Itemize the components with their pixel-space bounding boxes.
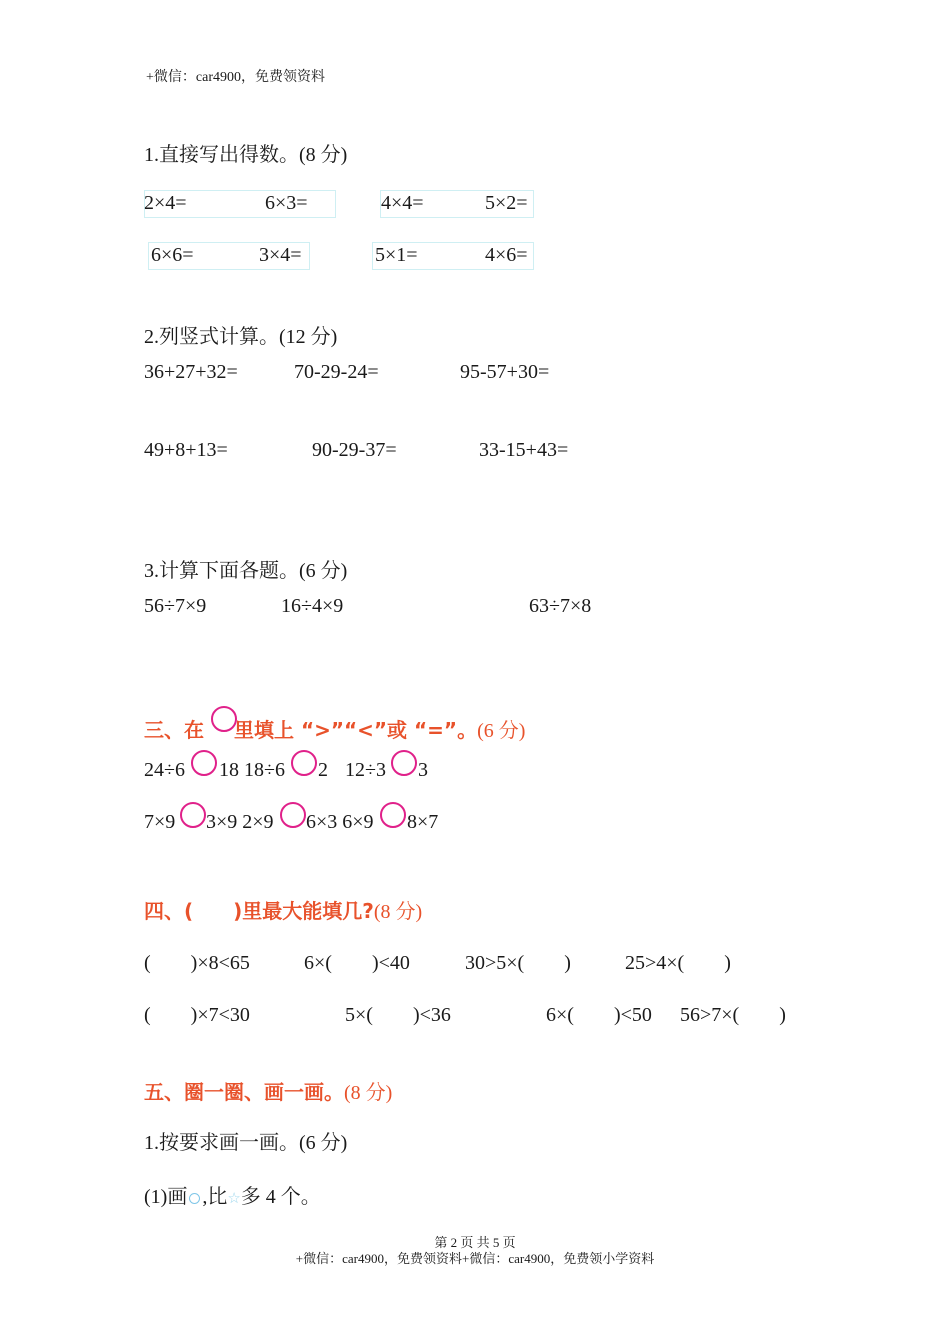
vertical-calc-item: 33-15+43= [479,439,569,461]
oral-calc-item: 5×1= [375,244,418,266]
question-3-title: 3.计算下面各题。(6 分) [144,560,348,582]
compare-item: 18 18÷6 [219,759,285,781]
compare-item: 3 [418,759,428,781]
fill-max-item: 6×( )<50 [546,1004,652,1026]
compare-item: 2 [318,759,328,781]
footer-watermark: +微信：car4900，免费领资料+微信：car4900，免费领小学资料 [295,1251,655,1266]
compare-item: 3×9 2×9 [206,811,274,833]
compare-circle-icon[interactable] [180,802,206,828]
header-watermark: +微信：car4900，免费领资料 [146,70,325,85]
vertical-calc-item: 95-57+30= [460,361,550,383]
page-number: 第 2 页 共 5 页 [434,1235,516,1250]
vertical-calc-item: 49+8+13= [144,439,228,461]
star-icon: ☆ [227,1191,241,1207]
oral-calc-item: 6×6= [151,244,194,266]
compare-circle-icon[interactable] [291,750,317,776]
question-1-title: 1.直接写出得数。(8 分) [144,144,348,166]
oral-calc-item: 4×6= [485,244,528,266]
section-4-title [144,895,422,924]
section-5-points: (8 分) [344,1082,393,1104]
draw-instruction [144,1180,321,1209]
compare-circle-icon[interactable] [280,802,306,828]
compare-circle-icon[interactable] [391,750,417,776]
section-3-title [144,714,525,743]
circle-icon [189,1193,200,1204]
fill-max-item: ( )×7<30 [144,1004,250,1026]
oral-calc-item: 6×3= [265,192,308,214]
section-5-sub-1-title: 1.按要求画一画。(6 分) [144,1132,348,1154]
oral-calc-item: 3×4= [259,244,302,266]
vertical-calc-item: 36+27+32= [144,361,238,383]
section-5-title [144,1076,392,1105]
compare-item: 7×9 [144,811,176,833]
section-5-title-text: 五、圈一圈、画一画。 [144,1080,344,1104]
section-3-title-part-b: 里填上 “>”“<”或 “=”。 [234,718,478,742]
oral-calc-item: 4×4= [381,192,424,214]
oral-calc-item: 5×2= [485,192,528,214]
vertical-calc-item: 90-29-37= [312,439,397,461]
compare-circle-icon [211,706,237,732]
compare-item: 8×7 [407,811,439,833]
mixed-calc-item: 56÷7×9 [144,595,207,617]
draw-instruction-part-a: (1)画 [144,1186,188,1208]
compare-circle-icon[interactable] [380,802,406,828]
draw-instruction-part-c: 多 4 个。 [240,1186,321,1208]
vertical-calc-item: 70-29-24= [294,361,379,383]
compare-item: 12÷3 [345,759,386,781]
fill-max-item: 30>5×( ) [465,952,571,974]
compare-item: 6×3 6×9 [306,811,374,833]
mixed-calc-item: 16÷4×9 [281,595,344,617]
fill-max-item: 6×( )<40 [304,952,410,974]
mixed-calc-item: 63÷7×8 [529,595,592,617]
fill-max-item: 25>4×( ) [625,952,731,974]
question-2-title: 2.列竖式计算。(12 分) [144,326,338,348]
draw-instruction-part-b: ,比 [202,1186,228,1208]
section-3-title-part-a: 三、在 [144,718,204,742]
compare-item: 24÷6 [144,759,185,781]
section-3-points: (6 分) [477,720,526,742]
fill-max-item: ( )×8<65 [144,952,250,974]
section-4-points: (8 分) [373,901,423,923]
compare-circle-icon[interactable] [191,750,217,776]
fill-max-item: 56>7×( ) [680,1004,786,1026]
fill-max-item: 5×( )<36 [345,1004,451,1026]
oral-calc-item: 2×4= [144,192,187,214]
section-4-title-text: 四、( )里最大能填几? [144,899,374,923]
